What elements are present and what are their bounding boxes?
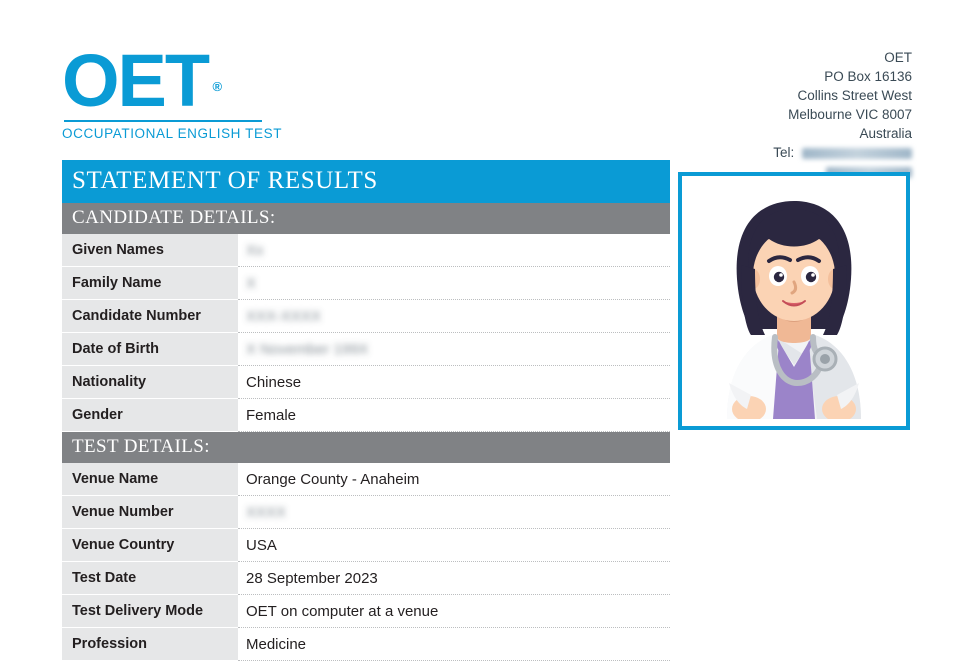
candidate-photo bbox=[678, 172, 910, 430]
doctor-avatar-icon bbox=[689, 183, 899, 419]
candidate-details-table bbox=[62, 234, 670, 432]
address-line-3: Collins Street West bbox=[797, 88, 912, 103]
document-header bbox=[0, 0, 974, 160]
telephone-value-redacted bbox=[802, 148, 912, 159]
row-label: Gender bbox=[62, 399, 238, 432]
logo-wordmark bbox=[62, 39, 223, 122]
address-line-5: Australia bbox=[859, 126, 912, 141]
address-line-4: Melbourne VIC 8007 bbox=[788, 107, 912, 122]
oet-logo bbox=[62, 39, 322, 141]
table-row bbox=[62, 463, 670, 496]
row-label: Venue Number bbox=[62, 496, 238, 529]
table-row bbox=[62, 333, 670, 366]
row-label: Test Date bbox=[62, 562, 238, 595]
row-value: OET on computer at a venue bbox=[238, 595, 670, 628]
table-row bbox=[62, 628, 670, 661]
row-label: Date of Birth bbox=[62, 333, 238, 366]
row-label: Family Name bbox=[62, 267, 238, 300]
table-row bbox=[62, 300, 670, 333]
table-row bbox=[62, 366, 670, 399]
registered-trademark-icon: ® bbox=[212, 79, 223, 94]
row-value: Orange County - Anaheim bbox=[238, 463, 670, 496]
row-label: Nationality bbox=[62, 366, 238, 399]
row-value: XXXX bbox=[238, 496, 670, 529]
row-label: Profession bbox=[62, 628, 238, 661]
address-line-2: PO Box 16136 bbox=[824, 69, 912, 84]
document-body bbox=[0, 160, 974, 661]
row-value: Xx bbox=[238, 234, 670, 267]
table-row bbox=[62, 595, 670, 628]
table-row bbox=[62, 496, 670, 529]
table-row bbox=[62, 562, 670, 595]
logo-wordmark-text: OET bbox=[62, 39, 209, 122]
test-details-table bbox=[62, 463, 670, 661]
row-value: XXX-XXXX bbox=[238, 300, 670, 333]
telephone-label: Tel: bbox=[773, 145, 795, 160]
row-label: Test Delivery Mode bbox=[62, 595, 238, 628]
photo-column bbox=[678, 160, 918, 430]
details-column bbox=[62, 160, 670, 661]
table-row bbox=[62, 267, 670, 300]
row-value: X bbox=[238, 267, 670, 300]
table-row bbox=[62, 529, 670, 562]
row-label: Candidate Number bbox=[62, 300, 238, 333]
row-label: Given Names bbox=[62, 234, 238, 267]
address-line-1: OET bbox=[884, 50, 912, 65]
row-value: USA bbox=[238, 529, 670, 562]
row-label: Venue Country bbox=[62, 529, 238, 562]
table-row bbox=[62, 234, 670, 267]
row-label: Venue Name bbox=[62, 463, 238, 496]
logo-tagline: OCCUPATIONAL ENGLISH TEST bbox=[62, 126, 283, 141]
page-title: STATEMENT OF RESULTS bbox=[62, 160, 670, 203]
row-value: Female bbox=[238, 399, 670, 432]
row-value: X November 199X bbox=[238, 333, 670, 366]
row-value: 28 September 2023 bbox=[238, 562, 670, 595]
test-details-heading: TEST DETAILS: bbox=[62, 432, 670, 463]
row-value: Chinese bbox=[238, 366, 670, 399]
candidate-details-heading: CANDIDATE DETAILS: bbox=[62, 203, 670, 234]
table-row bbox=[62, 399, 670, 432]
row-value: Medicine bbox=[238, 628, 670, 661]
